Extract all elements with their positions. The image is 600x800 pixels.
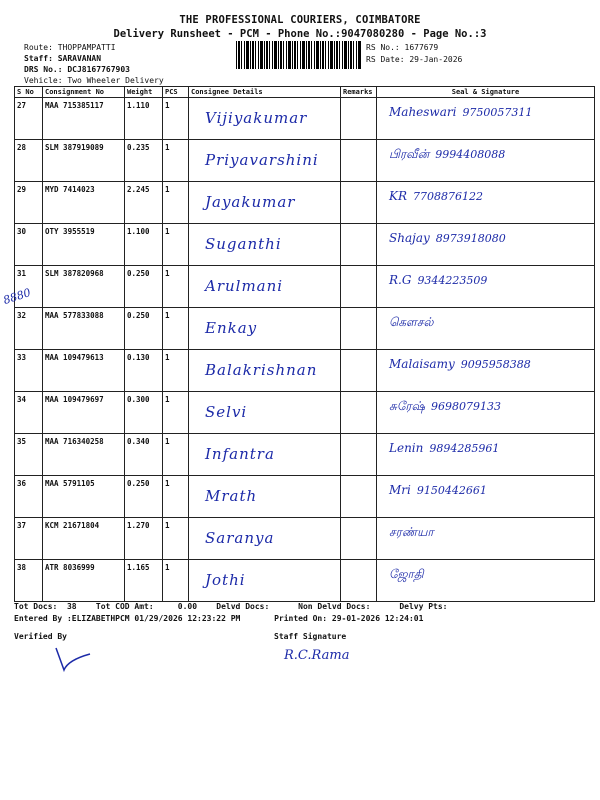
consignee-cell (189, 266, 341, 308)
consignment-number-cell: MAA 715385117 (43, 98, 125, 140)
consignee-handwritten-name: Jothi (205, 571, 246, 589)
serial-number-cell: 31 (15, 266, 43, 308)
column-header: Remarks (341, 87, 377, 98)
consignment-number-cell: MAA 716340258 (43, 434, 125, 476)
serial-number-cell: 27 (15, 98, 43, 140)
runsheet-title: Delivery Runsheet - PCM - Phone No.:9047080280 - Page No.:3 (113, 28, 487, 40)
consignee-handwritten-name: Mrath (205, 487, 258, 505)
receiver-phone-number: 9894285961 (429, 442, 500, 455)
consignment-number-cell: MYD 7414023 (43, 182, 125, 224)
receiver-phone-number: 9698079133 (430, 400, 501, 413)
receiver-signature-name: சுரேஷ் (389, 399, 425, 413)
receiver-signature-name: R.G (389, 273, 412, 287)
consignee-handwritten-name: Saranya (205, 529, 275, 547)
consignee-cell (189, 182, 341, 224)
weight-cell: 1.100 (125, 224, 163, 266)
receiver-signature-name: சரண்யா (389, 525, 434, 539)
receiver-phone-number: 9095958388 (460, 358, 531, 371)
seal-signature-cell (377, 308, 595, 350)
rs-date: RS Date: 29-Jan-2026 (366, 55, 463, 64)
pieces-cell: 1 (163, 308, 189, 350)
receiver-signature (379, 231, 592, 245)
receiver-phone-number: 9994408088 (435, 148, 506, 161)
weight-cell: 1.110 (125, 98, 163, 140)
receiver-signature-name: பிரவீன் (389, 147, 430, 161)
column-header: Consignee Details (189, 87, 341, 98)
serial-number-cell: 36 (15, 476, 43, 518)
consignment-table (14, 86, 595, 602)
vehicle-label: Vehicle: Two Wheeler Delivery (24, 76, 164, 85)
consignment-number-cell: SLM 387820968 (43, 266, 125, 308)
consignment-number-cell: KCM 21671804 (43, 518, 125, 560)
seal-signature-cell (377, 476, 595, 518)
remarks-cell (341, 392, 377, 434)
consignee-handwritten-name: Balakrishnan (205, 361, 318, 379)
remarks-cell (341, 476, 377, 518)
drs-number: DRS No.: DCJ8167767903 (24, 65, 130, 74)
receiver-signature (379, 315, 592, 331)
company-title: THE PROFESSIONAL COURIERS, COIMBATORE (179, 14, 421, 26)
route-label: Route: THOPPAMPATTI (24, 43, 116, 52)
consignee-cell (189, 476, 341, 518)
receiver-signature-name: Lenin (389, 441, 424, 455)
consignee-cell (189, 140, 341, 182)
consignee-cell (189, 560, 341, 602)
receiver-phone-number: 7708876122 (413, 190, 483, 203)
pieces-cell: 1 (163, 182, 189, 224)
weight-cell: 2.245 (125, 182, 163, 224)
serial-number-cell: 28 (15, 140, 43, 182)
pieces-cell: 1 (163, 560, 189, 602)
receiver-signature-name: Shajay (389, 231, 430, 245)
remarks-cell (341, 98, 377, 140)
consignee-cell (189, 350, 341, 392)
receiver-signature (379, 525, 592, 541)
consignee-handwritten-name: Infantra (205, 445, 275, 463)
serial-number-cell: 34 (15, 392, 43, 434)
remarks-cell (341, 308, 377, 350)
table-row (15, 266, 595, 308)
weight-cell: 0.130 (125, 350, 163, 392)
table-row (15, 224, 595, 266)
verified-by-label: Verified By (14, 632, 67, 641)
totals-line: Tot Docs: 38 Tot COD Amt: 0.00 Delvd Docs: Non Delvd Docs: Delvy Pts: (14, 602, 448, 611)
receiver-signature (379, 357, 592, 371)
pieces-cell: 1 (163, 224, 189, 266)
entered-by-line: Entered By :ELIZABETHPCM 01/29/2026 12:23:22 PM Printed On: 29-01-2026 12:24:01 (14, 614, 424, 623)
table-row (15, 392, 595, 434)
receiver-signature-name: Maheswari (389, 105, 457, 119)
weight-cell: 1.270 (125, 518, 163, 560)
seal-signature-cell (377, 518, 595, 560)
table-row (15, 98, 595, 140)
weight-cell: 0.340 (125, 434, 163, 476)
pieces-cell: 1 (163, 434, 189, 476)
consignment-number-cell: MAA 577833088 (43, 308, 125, 350)
receiver-phone-number: 9750057311 (462, 106, 533, 119)
serial-number-cell: 30 (15, 224, 43, 266)
receiver-signature (379, 105, 592, 119)
seal-signature-cell (377, 350, 595, 392)
staff-signature-handwritten: R.C.Rama (284, 648, 350, 663)
seal-signature-cell (377, 266, 595, 308)
consignee-handwritten-name: Vijiyakumar (205, 109, 308, 127)
consignment-number-cell: ATR 8036999 (43, 560, 125, 602)
column-header: PCS (163, 87, 189, 98)
table-row (15, 140, 595, 182)
seal-signature-cell (377, 98, 595, 140)
weight-cell: 0.250 (125, 266, 163, 308)
margin-handwritten-note: 8880 (1, 285, 33, 308)
remarks-cell (341, 518, 377, 560)
consignee-handwritten-name: Arulmani (205, 277, 284, 295)
receiver-signature (379, 399, 592, 415)
table-header-row (15, 87, 595, 98)
pieces-cell: 1 (163, 266, 189, 308)
seal-signature-cell (377, 434, 595, 476)
receiver-signature-name: ஜோதி (389, 567, 424, 581)
pieces-cell: 1 (163, 350, 189, 392)
serial-number-cell: 35 (15, 434, 43, 476)
consignment-number-cell: OTY 3955519 (43, 224, 125, 266)
receiver-phone-number: 9150442661 (416, 484, 487, 497)
pieces-cell: 1 (163, 476, 189, 518)
pieces-cell: 1 (163, 392, 189, 434)
table-row (15, 476, 595, 518)
weight-cell: 0.300 (125, 392, 163, 434)
receiver-signature-name: கௌசல் (389, 315, 434, 329)
consignee-cell (189, 308, 341, 350)
serial-number-cell: 37 (15, 518, 43, 560)
consignment-number-cell: MAA 109479613 (43, 350, 125, 392)
remarks-cell (341, 140, 377, 182)
serial-number-cell: 29 (15, 182, 43, 224)
weight-cell: 0.235 (125, 140, 163, 182)
column-header: Seal & Signature (377, 87, 595, 98)
seal-signature-cell (377, 392, 595, 434)
receiver-signature (379, 189, 592, 203)
consignment-number-cell: MAA 5791105 (43, 476, 125, 518)
receiver-signature (379, 273, 592, 287)
barcode (236, 41, 362, 69)
pieces-cell: 1 (163, 140, 189, 182)
verified-check-mark (50, 640, 96, 674)
consignee-handwritten-name: Priyavarshini (205, 151, 319, 169)
table-row (15, 518, 595, 560)
consignee-cell (189, 224, 341, 266)
consignment-number-cell: MAA 109479697 (43, 392, 125, 434)
column-header: Consignment No (43, 87, 125, 98)
consignee-cell (189, 434, 341, 476)
receiver-phone-number: 8973918080 (435, 232, 506, 245)
remarks-cell (341, 266, 377, 308)
column-header: Weight (125, 87, 163, 98)
receiver-signature (379, 567, 592, 583)
consignment-number-cell: SLM 387919089 (43, 140, 125, 182)
remarks-cell (341, 182, 377, 224)
receiver-signature (379, 483, 592, 497)
receiver-signature-name: KR (389, 189, 407, 203)
consignee-cell (189, 518, 341, 560)
receiver-signature-name: Malaisamy (389, 357, 455, 371)
staff-label: Staff: SARAVANAN (24, 54, 102, 63)
remarks-cell (341, 350, 377, 392)
seal-signature-cell (377, 140, 595, 182)
receiver-phone-number: 9344223509 (417, 274, 488, 287)
table-row (15, 560, 595, 602)
staff-signature-label: Staff Signature (274, 632, 347, 641)
receiver-signature-name: Mri (389, 483, 411, 497)
weight-cell: 0.250 (125, 308, 163, 350)
consignee-handwritten-name: Jayakumar (205, 193, 296, 211)
receiver-signature (379, 147, 592, 163)
serial-number-cell: 32 (15, 308, 43, 350)
table-row (15, 182, 595, 224)
column-header: S No (15, 87, 43, 98)
serial-number-cell: 38 (15, 560, 43, 602)
serial-number-cell: 33 (15, 350, 43, 392)
consignee-cell (189, 392, 341, 434)
remarks-cell (341, 434, 377, 476)
consignee-cell (189, 98, 341, 140)
table-row (15, 350, 595, 392)
remarks-cell (341, 560, 377, 602)
consignee-handwritten-name: Enkay (205, 319, 258, 337)
rs-number: RS No.: 1677679 (366, 43, 439, 52)
seal-signature-cell (377, 560, 595, 602)
seal-signature-cell (377, 224, 595, 266)
remarks-cell (341, 224, 377, 266)
seal-signature-cell (377, 182, 595, 224)
weight-cell: 1.165 (125, 560, 163, 602)
pieces-cell: 1 (163, 98, 189, 140)
receiver-signature (379, 441, 592, 455)
table-row (15, 308, 595, 350)
pieces-cell: 1 (163, 518, 189, 560)
weight-cell: 0.250 (125, 476, 163, 518)
consignee-handwritten-name: Selvi (205, 403, 248, 421)
consignee-handwritten-name: Suganthi (205, 235, 282, 253)
table-row (15, 434, 595, 476)
